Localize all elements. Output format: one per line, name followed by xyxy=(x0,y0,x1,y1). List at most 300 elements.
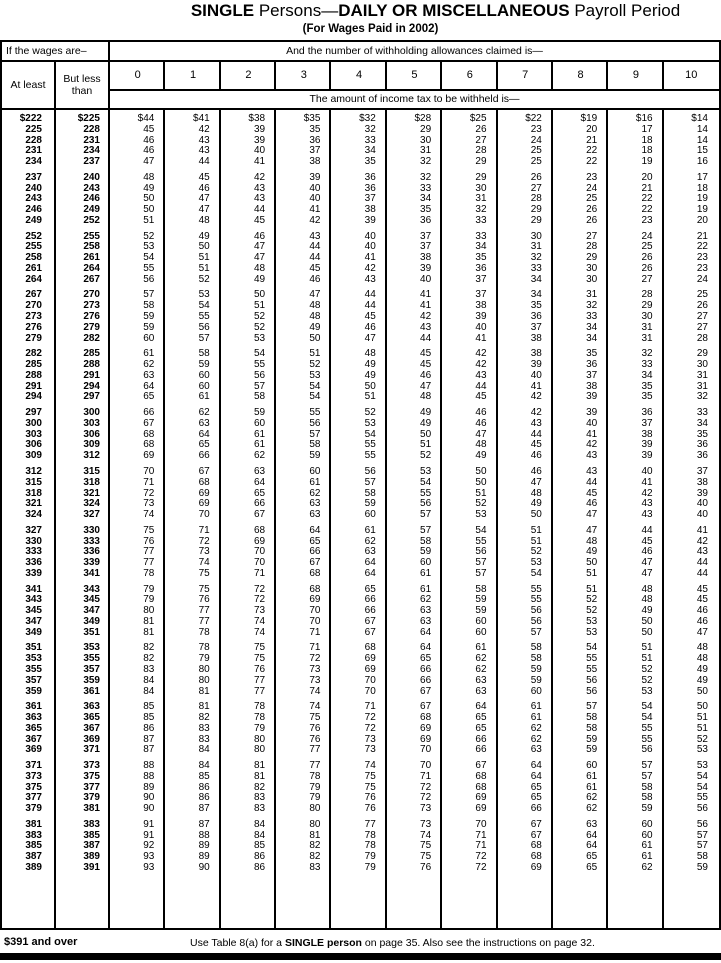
cell-tax-allowance-4: 49 xyxy=(364,359,376,371)
table-row xyxy=(2,793,719,804)
column-divider xyxy=(163,110,165,928)
cell-tax-allowance-10: 55 xyxy=(696,792,708,804)
cell-tax-allowance-8: 53 xyxy=(586,626,598,638)
cell-tax-allowance-8: 60 xyxy=(586,760,598,772)
cell-at-least: 336 xyxy=(25,557,42,569)
cell-tax-allowance-9: 41 xyxy=(641,476,653,488)
cell-tax-allowance-7: 51 xyxy=(530,524,542,536)
row-block xyxy=(2,585,719,639)
cell-tax-allowance-7: 46 xyxy=(530,465,542,477)
cell-tax-allowance-1: 54 xyxy=(198,300,210,312)
table-row xyxy=(2,783,719,794)
table-row xyxy=(2,430,719,441)
cell-tax-allowance-6: 34 xyxy=(475,241,487,253)
cell-tax-allowance-10: 54 xyxy=(696,781,708,793)
cell-tax-allowance-2: 53 xyxy=(253,332,266,344)
cell-tax-allowance-0: 90 xyxy=(143,803,155,815)
cell-at-least: 303 xyxy=(25,428,42,440)
cell-tax-allowance-7: 34 xyxy=(530,289,542,301)
cell-tax-allowance-0: 72 xyxy=(143,487,155,499)
cell-tax-allowance-9: 52 xyxy=(641,663,653,675)
cell-tax-allowance-0: 55 xyxy=(143,262,155,274)
cell-at-least: 351 xyxy=(25,642,42,654)
cell-tax-allowance-7: 61 xyxy=(530,701,542,713)
cell-tax-allowance-5: 64 xyxy=(420,626,432,638)
cell-tax-allowance-1: 78 xyxy=(198,626,210,638)
cell-tax-allowance-1: 73 xyxy=(198,546,210,558)
cell-tax-allowance-5: 63 xyxy=(420,605,432,617)
cell-tax-allowance-0: 68 xyxy=(143,428,155,440)
table-row xyxy=(2,216,719,227)
cell-tax-allowance-10: 34 xyxy=(696,417,708,429)
cell-tax-allowance-8: 27 xyxy=(586,230,598,242)
cell-tax-allowance-0: 71 xyxy=(143,476,155,488)
table-row xyxy=(2,831,719,842)
cell-at-least: 306 xyxy=(25,439,42,451)
cell-tax-allowance-7: 51 xyxy=(530,535,542,547)
table-row xyxy=(2,301,719,312)
cell-tax-allowance-6: 45 xyxy=(475,391,487,403)
cell-tax-allowance-9: 57 xyxy=(641,770,653,782)
cell-tax-allowance-8: 64 xyxy=(586,840,598,852)
cell-tax-allowance-5: 48 xyxy=(420,391,432,403)
cell-tax-allowance-1: 58 xyxy=(198,348,210,360)
cell-tax-allowance-4: 72 xyxy=(364,712,376,724)
cell-tax-allowance-5: 33 xyxy=(420,182,432,194)
column-divider xyxy=(662,110,664,928)
cell-tax-allowance-9: 61 xyxy=(641,840,653,852)
cell-but-less-than: 324 xyxy=(83,498,100,510)
cell-tax-allowance-6: 65 xyxy=(475,712,487,724)
cell-tax-allowance-8: 63 xyxy=(586,818,598,830)
cell-tax-allowance-4: 78 xyxy=(364,840,376,852)
cell-tax-allowance-3: 74 xyxy=(309,701,321,713)
cell-tax-allowance-4: 69 xyxy=(364,663,376,675)
cell-tax-allowance-5: 54 xyxy=(420,476,432,488)
cell-tax-allowance-2: 81 xyxy=(253,770,266,782)
cell-tax-allowance-10: 53 xyxy=(696,744,708,756)
cell-tax-allowance-3: 56 xyxy=(309,417,321,429)
cell-tax-allowance-0: 81 xyxy=(143,626,155,638)
cell-at-least: 240 xyxy=(25,182,42,194)
cell-tax-allowance-1: 88 xyxy=(198,829,210,841)
table-row xyxy=(2,408,719,419)
cell-tax-allowance-1: 75 xyxy=(198,567,210,579)
cell-tax-allowance-6: 38 xyxy=(475,300,487,312)
cell-at-least: 369 xyxy=(25,744,42,756)
cell-tax-allowance-7: 36 xyxy=(530,311,542,323)
cell-tax-allowance-8: 61 xyxy=(586,770,598,782)
cell-tax-allowance-5: 73 xyxy=(420,818,432,830)
cell-tax-allowance-9: 50 xyxy=(641,626,653,638)
cell-tax-allowance-10: 29 xyxy=(696,348,708,360)
cell-tax-allowance-3: 38 xyxy=(309,156,321,168)
table-row xyxy=(2,510,719,521)
table-row xyxy=(2,275,719,286)
cell-at-least: 379 xyxy=(25,803,42,815)
cell-tax-allowance-3: 35 xyxy=(309,123,321,135)
cell-tax-allowance-6: 44 xyxy=(475,380,487,392)
cell-tax-allowance-0: 66 xyxy=(143,407,155,419)
cell-tax-allowance-6: 68 xyxy=(475,770,487,782)
cell-tax-allowance-6: 66 xyxy=(475,744,487,756)
cell-tax-allowance-4: 44 xyxy=(364,289,376,301)
cell-tax-allowance-6: 69 xyxy=(475,803,487,815)
cell-tax-allowance-1: 90 xyxy=(198,862,210,873)
cell-tax-allowance-8: 55 xyxy=(586,663,598,675)
cell-tax-allowance-2: 81 xyxy=(253,760,266,772)
cell-tax-allowance-7: 30 xyxy=(530,230,542,242)
cell-tax-allowance-6: 36 xyxy=(475,262,487,274)
cell-but-less-than: 228 xyxy=(83,123,100,135)
cell-tax-allowance-3: 48 xyxy=(309,300,321,312)
cell-tax-allowance-3: 59 xyxy=(309,450,321,462)
cell-tax-allowance-9: 52 xyxy=(641,674,653,686)
cell-tax-allowance-4: 40 xyxy=(364,230,376,242)
cell-tax-allowance-3: 82 xyxy=(309,851,321,863)
cell-but-less-than: 297 xyxy=(83,391,100,403)
cell-tax-allowance-9: 48 xyxy=(641,594,653,606)
table-row xyxy=(2,547,719,558)
cell-tax-allowance-7: 55 xyxy=(530,583,542,595)
cell-tax-allowance-3: 62 xyxy=(309,487,321,499)
cell-tax-allowance-10: 49 xyxy=(696,674,708,686)
cell-tax-allowance-8: 59 xyxy=(586,744,598,756)
cell-tax-allowance-6: 56 xyxy=(475,546,487,558)
table-row xyxy=(2,205,719,216)
column-header-allowance-0: 0 xyxy=(134,69,141,81)
cell-tax-allowance-10: 41 xyxy=(696,524,708,536)
cell-tax-allowance-4: 62 xyxy=(364,535,376,547)
cell-tax-allowance-9: 58 xyxy=(641,792,653,804)
cell-tax-allowance-3: 76 xyxy=(309,733,321,745)
cell-tax-allowance-7: 60 xyxy=(530,685,542,697)
cell-tax-allowance-9: 33 xyxy=(641,359,653,371)
cell-tax-allowance-7: 34 xyxy=(530,273,542,285)
cell-tax-allowance-1: 76 xyxy=(198,594,210,606)
cell-tax-allowance-4: 72 xyxy=(364,722,376,734)
cell-tax-allowance-6: 33 xyxy=(475,230,487,242)
cell-tax-allowance-3: 61 xyxy=(309,476,321,488)
cell-tax-allowance-3: 73 xyxy=(309,663,321,675)
cell-tax-allowance-8: 52 xyxy=(586,594,598,606)
cell-tax-allowance-7: 29 xyxy=(530,204,542,216)
cell-tax-allowance-10: 53 xyxy=(696,760,708,772)
cell-tax-allowance-8: 37 xyxy=(586,369,598,381)
cell-tax-allowance-6: 28 xyxy=(475,145,487,157)
cell-tax-allowance-6: 41 xyxy=(475,332,487,344)
cell-tax-allowance-9: 54 xyxy=(641,701,653,713)
cell-at-least: 381 xyxy=(25,818,42,830)
table-row xyxy=(2,264,719,275)
cell-at-least: 389 xyxy=(25,862,42,873)
cell-tax-allowance-4: 35 xyxy=(364,156,376,168)
column-divider xyxy=(662,62,664,89)
cell-tax-allowance-9: 24 xyxy=(641,230,653,242)
table-row xyxy=(2,804,719,815)
cell-tax-allowance-5: 49 xyxy=(420,407,432,419)
cell-tax-allowance-2: 43 xyxy=(253,182,266,194)
cell-tax-allowance-3: 54 xyxy=(309,391,321,403)
cell-tax-allowance-10: 49 xyxy=(696,663,708,675)
cell-tax-allowance-3: 68 xyxy=(309,567,321,579)
cell-tax-allowance-6: 46 xyxy=(475,417,487,429)
cell-tax-allowance-4: 66 xyxy=(364,594,376,606)
cell-tax-allowance-1: 48 xyxy=(198,214,210,226)
cell-tax-allowance-9: 22 xyxy=(641,193,653,205)
column-header-at-least: At least xyxy=(10,79,46,91)
table-row xyxy=(2,595,719,606)
cell-at-least: 252 xyxy=(25,230,42,242)
cell-at-least: 361 xyxy=(25,701,42,713)
cell-tax-allowance-6: 65 xyxy=(475,722,487,734)
cell-tax-allowance-1: 87 xyxy=(198,803,210,815)
cell-but-less-than: 312 xyxy=(83,450,100,462)
cell-at-least: 288 xyxy=(25,369,42,381)
table-row xyxy=(2,558,719,569)
cell-at-least: 243 xyxy=(25,193,42,205)
cell-tax-allowance-1: 74 xyxy=(198,557,210,569)
row-block xyxy=(2,820,719,874)
cell-tax-allowance-4: 54 xyxy=(364,428,376,440)
cell-tax-allowance-9: 47 xyxy=(641,557,653,569)
cell-at-least: 246 xyxy=(25,204,42,216)
cell-tax-allowance-0: 85 xyxy=(143,712,155,724)
cell-tax-allowance-0: 87 xyxy=(143,733,155,745)
cell-tax-allowance-2: 86 xyxy=(253,851,266,863)
table-row xyxy=(2,392,719,403)
cell-tax-allowance-2: 75 xyxy=(253,653,266,665)
cell-tax-allowance-10: 15 xyxy=(696,145,708,157)
cell-tax-allowance-3: 63 xyxy=(309,509,321,521)
cell-but-less-than: 336 xyxy=(83,546,100,558)
cell-tax-allowance-0: 54 xyxy=(143,252,155,264)
cell-tax-allowance-1: 52 xyxy=(198,273,210,285)
table-row xyxy=(2,863,719,874)
column-divider xyxy=(440,110,442,928)
cell-tax-allowance-7: 67 xyxy=(530,818,542,830)
cell-but-less-than: 343 xyxy=(83,583,100,595)
cell-at-least: 285 xyxy=(25,359,42,371)
cell-tax-allowance-0: 47 xyxy=(143,156,155,168)
table-row xyxy=(2,665,719,676)
cell-tax-allowance-0: 84 xyxy=(143,674,155,686)
cell-tax-allowance-6: 68 xyxy=(475,781,487,793)
cell-tax-allowance-9: 18 xyxy=(641,134,653,146)
table-row xyxy=(2,290,719,301)
cell-tax-allowance-5: 46 xyxy=(420,369,432,381)
table-row xyxy=(2,157,719,168)
table-row xyxy=(2,745,719,756)
cell-at-least: 294 xyxy=(25,391,42,403)
cell-at-least: 237 xyxy=(25,171,42,183)
table-row xyxy=(2,451,719,462)
cell-tax-allowance-4: 78 xyxy=(364,829,376,841)
cell-tax-allowance-7: 32 xyxy=(530,252,542,264)
cell-tax-allowance-1: 86 xyxy=(198,781,210,793)
cell-tax-allowance-5: 34 xyxy=(420,193,432,205)
cell-but-less-than: 353 xyxy=(83,642,100,654)
cell-tax-allowance-0: 90 xyxy=(143,792,155,804)
cell-tax-allowance-8: 51 xyxy=(586,583,598,595)
cell-tax-allowance-3: 76 xyxy=(309,722,321,734)
cell-tax-allowance-3: 40 xyxy=(309,193,321,205)
cell-at-least: 387 xyxy=(25,851,42,863)
table-row xyxy=(2,569,719,580)
cell-at-least: 367 xyxy=(25,733,42,745)
cell-tax-allowance-8: 30 xyxy=(586,262,598,274)
cell-tax-allowance-3: 40 xyxy=(309,182,321,194)
cell-at-least: 341 xyxy=(25,583,42,595)
page-subtitle: (For Wages Paid in 2002) xyxy=(302,23,439,35)
cell-tax-allowance-2: 83 xyxy=(253,792,266,804)
cell-tax-allowance-1: 85 xyxy=(198,770,210,782)
cell-tax-allowance-3: 47 xyxy=(309,289,321,301)
cell-tax-allowance-10: 35 xyxy=(696,428,708,440)
cell-tax-allowance-10: 48 xyxy=(696,653,708,665)
cell-tax-allowance-7: $22 xyxy=(525,113,542,124)
cell-at-least: 267 xyxy=(25,289,42,301)
cell-but-less-than: 321 xyxy=(83,487,100,499)
cell-tax-allowance-7: 58 xyxy=(530,642,542,654)
cell-tax-allowance-8: 41 xyxy=(586,428,598,440)
cell-tax-allowance-7: 62 xyxy=(530,722,542,734)
cell-tax-allowance-0: 77 xyxy=(143,546,155,558)
cell-tax-allowance-2: 61 xyxy=(253,428,266,440)
cell-tax-allowance-9: 61 xyxy=(641,851,653,863)
cell-but-less-than: 339 xyxy=(83,557,100,569)
cell-tax-allowance-1: 56 xyxy=(198,321,210,333)
cell-but-less-than: 369 xyxy=(83,733,100,745)
cell-at-least: 315 xyxy=(25,476,42,488)
cell-tax-allowance-8: 46 xyxy=(586,498,598,510)
column-divider xyxy=(496,110,498,928)
cell-tax-allowance-2: 47 xyxy=(253,241,266,253)
cell-tax-allowance-4: 57 xyxy=(364,476,376,488)
cell-tax-allowance-2: 60 xyxy=(253,417,266,429)
cell-tax-allowance-8: 47 xyxy=(586,524,598,536)
cell-tax-allowance-7: 25 xyxy=(530,145,542,157)
cell-tax-allowance-6: 62 xyxy=(475,663,487,675)
cell-tax-allowance-8: 30 xyxy=(586,273,598,285)
cell-tax-allowance-8: 34 xyxy=(586,321,598,333)
cell-tax-allowance-4: 38 xyxy=(364,204,376,216)
cell-tax-allowance-7: 59 xyxy=(530,674,542,686)
cell-tax-allowance-6: 71 xyxy=(475,840,487,852)
cell-at-least: 357 xyxy=(25,674,42,686)
cell-tax-allowance-7: 24 xyxy=(530,134,542,146)
cell-tax-allowance-4: 40 xyxy=(364,241,376,253)
cell-tax-allowance-5: 30 xyxy=(420,134,432,146)
cell-tax-allowance-4: 63 xyxy=(364,546,376,558)
cell-tax-allowance-8: 25 xyxy=(586,193,598,205)
cell-tax-allowance-4: 56 xyxy=(364,465,376,477)
column-header-allowance-6: 6 xyxy=(466,69,473,81)
cell-tax-allowance-1: 83 xyxy=(198,722,210,734)
cell-tax-allowance-8: 52 xyxy=(586,605,598,617)
cell-tax-allowance-10: 46 xyxy=(696,605,708,617)
cell-tax-allowance-9: 28 xyxy=(641,289,653,301)
cell-tax-allowance-9: 22 xyxy=(641,204,653,216)
cell-tax-allowance-6: 47 xyxy=(475,428,487,440)
cell-tax-allowance-6: 31 xyxy=(475,193,487,205)
cell-tax-allowance-8: 20 xyxy=(586,123,598,135)
cell-tax-allowance-7: 41 xyxy=(530,380,542,392)
cell-tax-allowance-10: 48 xyxy=(696,642,708,654)
cell-tax-allowance-6: 72 xyxy=(475,862,487,873)
cell-tax-allowance-9: 60 xyxy=(641,829,653,841)
cell-tax-allowance-5: 49 xyxy=(420,417,432,429)
cell-tax-allowance-7: 49 xyxy=(530,498,542,510)
cell-tax-allowance-4: 75 xyxy=(364,770,376,782)
cell-tax-allowance-5: 58 xyxy=(420,535,432,547)
cell-tax-allowance-3: 77 xyxy=(309,744,321,756)
cell-tax-allowance-7: 57 xyxy=(530,626,542,638)
cell-tax-allowance-10: 45 xyxy=(696,594,708,606)
cell-tax-allowance-5: 32 xyxy=(420,171,432,183)
cell-tax-allowance-3: 46 xyxy=(309,273,321,285)
cell-tax-allowance-2: 86 xyxy=(253,862,266,873)
cell-tax-allowance-8: 26 xyxy=(586,204,598,216)
cell-tax-allowance-7: 26 xyxy=(530,171,542,183)
cell-tax-allowance-1: 61 xyxy=(198,391,210,403)
allowance-numbers-row xyxy=(110,62,719,89)
cell-but-less-than: 306 xyxy=(83,428,100,440)
cell-but-less-than: 315 xyxy=(83,465,100,477)
title-single: SINGLE xyxy=(190,1,255,20)
cell-tax-allowance-2: 56 xyxy=(253,369,266,381)
cell-tax-allowance-4: 53 xyxy=(364,417,376,429)
cell-tax-allowance-10: 43 xyxy=(696,546,708,558)
cell-tax-allowance-1: 47 xyxy=(198,204,210,216)
cell-tax-allowance-2: 47 xyxy=(253,252,266,264)
cell-tax-allowance-2: 62 xyxy=(253,450,266,462)
cell-tax-allowance-8: 65 xyxy=(586,851,598,863)
table-row xyxy=(2,526,719,537)
cell-tax-allowance-3: 45 xyxy=(309,262,321,274)
cell-tax-allowance-7: 40 xyxy=(530,369,542,381)
cell-tax-allowance-8: 58 xyxy=(586,712,598,724)
cell-tax-allowance-3: 75 xyxy=(309,712,321,724)
cell-tax-allowance-1: 62 xyxy=(198,407,210,419)
cell-tax-allowance-1: 89 xyxy=(198,851,210,863)
cell-tax-allowance-0: 70 xyxy=(143,465,155,477)
cell-tax-allowance-2: 52 xyxy=(253,311,266,323)
cell-but-less-than: 243 xyxy=(83,182,100,194)
cell-tax-allowance-8: 32 xyxy=(586,300,598,312)
cell-tax-allowance-6: 26 xyxy=(475,123,487,135)
cell-tax-allowance-4: 55 xyxy=(364,439,376,451)
cell-at-least: 276 xyxy=(25,321,42,333)
cell-tax-allowance-10: 28 xyxy=(696,332,708,344)
cell-tax-allowance-1: 83 xyxy=(198,733,210,745)
cell-tax-allowance-9: 44 xyxy=(641,524,653,536)
cell-tax-allowance-2: 57 xyxy=(253,380,266,392)
cell-tax-allowance-0: 59 xyxy=(143,321,155,333)
cell-tax-allowance-0: 68 xyxy=(143,439,155,451)
cell-at-least: 264 xyxy=(25,273,42,285)
cell-tax-allowance-7: 55 xyxy=(530,594,542,606)
cell-but-less-than: 273 xyxy=(83,300,100,312)
cell-at-least: 385 xyxy=(25,840,42,852)
cell-tax-allowance-1: 46 xyxy=(198,182,210,194)
column-divider xyxy=(329,110,331,928)
cell-tax-allowance-6: 30 xyxy=(475,182,487,194)
cell-tax-allowance-7: 64 xyxy=(530,770,542,782)
cell-at-least: 312 xyxy=(25,465,42,477)
cell-tax-allowance-10: 45 xyxy=(696,583,708,595)
cell-tax-allowance-1: 63 xyxy=(198,417,210,429)
